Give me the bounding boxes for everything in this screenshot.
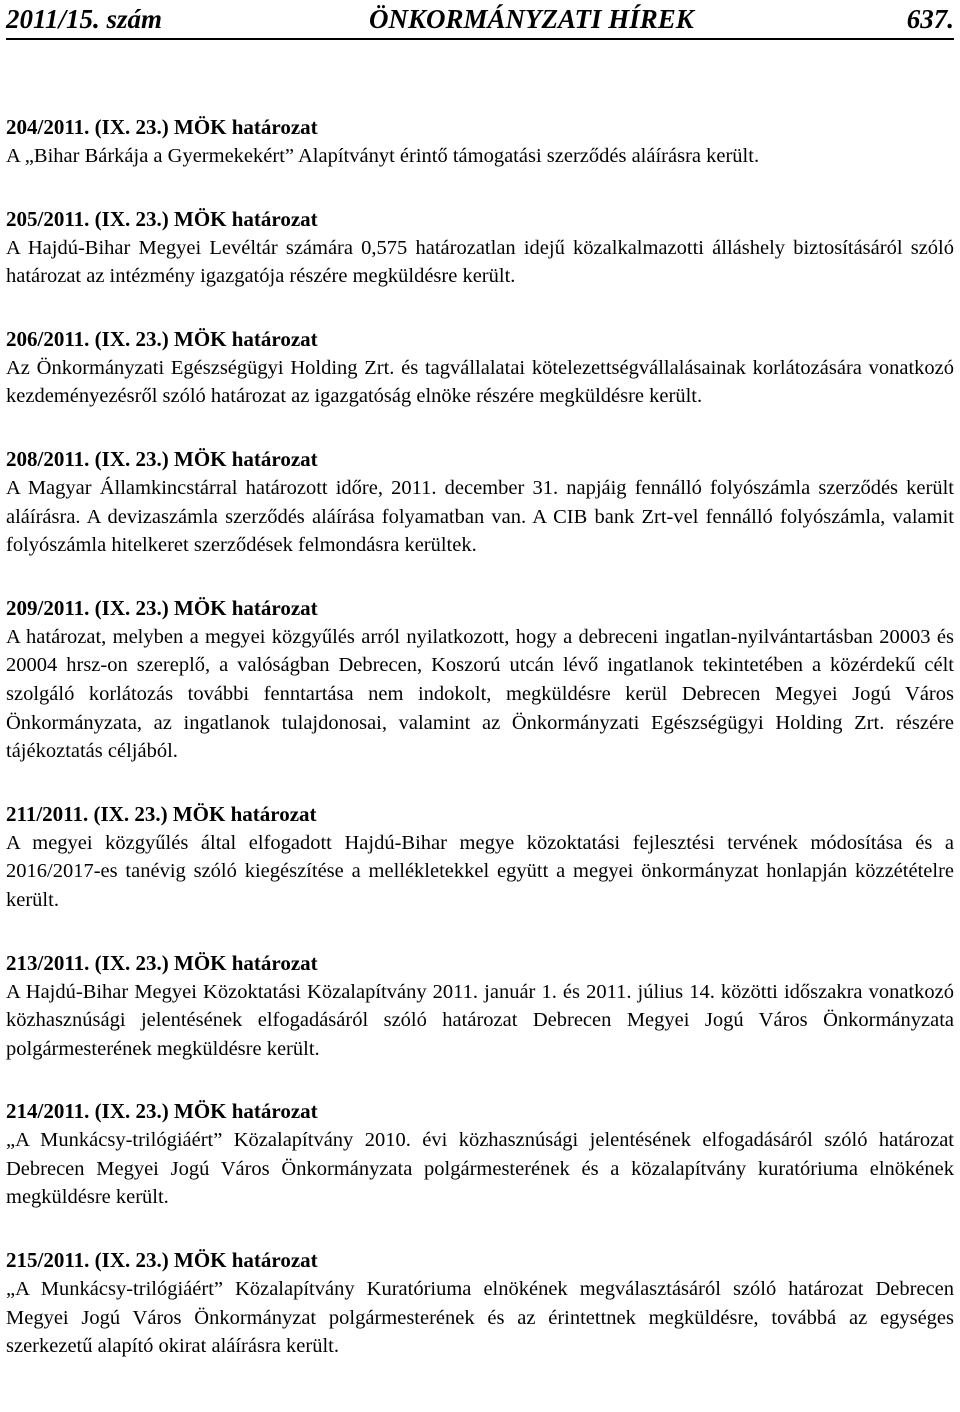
decision-text: A „Bihar Bárkája a Gyermekekért” Alapítványt érintő támogatási szerződés aláírásra került. (6, 145, 760, 167)
decision-heading: 209/2011. (IX. 23.) MÖK határozat (6, 595, 318, 620)
publication-title: ÖNKORMÁNYZATI HÍREK (368, 4, 694, 34)
issue-number: 2011/15. szám (6, 4, 163, 34)
decision-heading: 211/2011. (IX. 23.) MÖK határozat (6, 801, 317, 826)
decision-text: A határozat, melyben a megyei közgyűlés arról nyilatkozott, hogy a debreceni ingatlan-nyilvántartásban 20003 és 20004 hrsz-on szereplő, a valóságban Debrecen, Koszorú utcán lévő ingatlanok tekintetében a közérdekű célt szolgáló korlátozás további fenntartása nem indokolt, megküldésre kerül Debrecen Megyei Jogú Város Önkormányzata, az ingatlanok tulajdonosai, valamint az Önkormányzati Egészségügyi Holding Zrt. részére tájékoztatás céljából. (6, 625, 954, 763)
decision-205 (6, 205, 954, 291)
decision-text: A Magyar Államkincstárral határozott időre, 2011. december 31. napjáig fennálló folyószámla szerződés került aláírásra. A devizaszámla szerződés aláírása folyamatban van. A CIB bank Zrt-vel fennálló folyószámla, valamit folyószámla hitelkeret szerződések felmondásra kerültek. (6, 476, 954, 557)
decision-214 (6, 1097, 954, 1212)
decision-list (6, 113, 954, 1361)
decision-text: Az Önkormányzati Egészségügyi Holding Zrt. és tagvállalatai kötelezettségvállalásainak korlátozására vonatkozó kezdeményezésről szóló határozat az igazgatóság elnöke részére megküldésre került. (6, 356, 954, 408)
decision-text: „A Munkácsy-trilógiáért” Közalapítvány 2010. évi közhasznúsági jelentésének elfogadásáról szóló határozat Debrecen Megyei Jogú Város Önkormányzata polgármesterének és a közalapítvány kuratóriuma elnökének megküldésre került. (6, 1129, 954, 1209)
decision-211 (6, 800, 954, 915)
decision-heading: 205/2011. (IX. 23.) MÖK határozat (6, 206, 318, 231)
running-header (6, 0, 954, 40)
decision-heading: 206/2011. (IX. 23.) MÖK határozat (6, 326, 318, 351)
decision-206 (6, 325, 954, 411)
decision-213 (6, 949, 954, 1064)
decision-204 (6, 113, 954, 171)
page-number: 637. (906, 4, 954, 34)
decision-215 (6, 1246, 954, 1361)
decision-text: „A Munkácsy-trilógiáért” Közalapítvány Kuratóriuma elnökének megválasztásáról szóló határozat Debrecen Megyei Jogú Város Önkormányzat polgármesterének és az érintettnek megküldésre, továbbá az egységes szerkezetű alapító okirat aláírásra került. (6, 1278, 954, 1358)
decision-heading: 214/2011. (IX. 23.) MÖK határozat (6, 1099, 318, 1124)
decision-209 (6, 594, 954, 766)
decision-heading: 213/2011. (IX. 23.) MÖK határozat (6, 950, 318, 975)
decision-heading: 215/2011. (IX. 23.) MÖK határozat (6, 1248, 318, 1273)
decision-208 (6, 445, 954, 560)
decision-heading: 204/2011. (IX. 23.) MÖK határozat (6, 115, 318, 139)
decision-heading: 208/2011. (IX. 23.) MÖK határozat (6, 446, 318, 471)
decision-text: A Hajdú-Bihar Megyei Levéltár számára 0,575 határozatlan idejű közalkalmazotti álláshely biztosításáról szóló határozat az intézmény igazgatója részére megküldésre került. (6, 236, 954, 288)
decision-text: A megyei közgyűlés által elfogadott Hajdú-Bihar megye közoktatási fejlesztési tervének módosítása és a 2016/2017-es tanévig szóló kiegészítése a mellékletekkel együtt a megyei önkormányzat honlapján közzétételre került. (6, 831, 954, 911)
decision-text: A Hajdú-Bihar Megyei Közoktatási Közalapítvány 2011. január 1. és 2011. július 14. közötti időszakra vonatkozó közhasznúsági jelentésének elfogadásáról szóló határozat Debrecen Megyei Jogú Város Önkormányzata polgármesterének megküldésre került. (6, 980, 954, 1060)
